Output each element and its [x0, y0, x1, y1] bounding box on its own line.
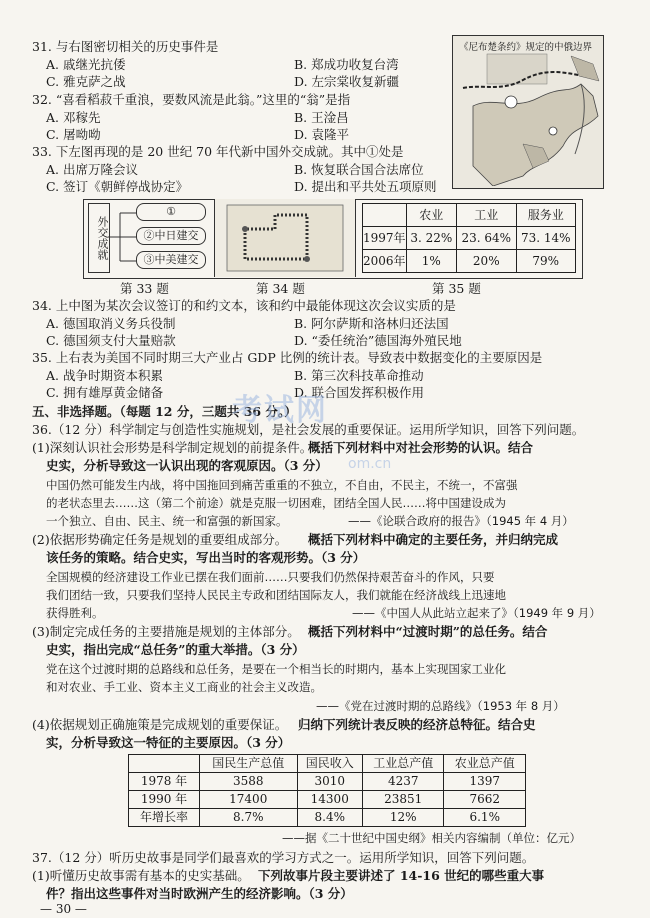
- q34-option-d: D. “委任统治”德国海外殖民地: [294, 333, 462, 348]
- q36-intro: 36.（12 分）科学制定与创造性实施规划，是社会发展的重要保证。运用所学知识，回答下列问题。: [32, 422, 585, 437]
- q36-material3-line2: 和对农业、手工业、资本主义工商业的社会主义改造。: [46, 680, 322, 694]
- q31-option-d: D. 左宗棠收复新疆: [294, 74, 400, 89]
- fig35-cell: 2006年: [363, 250, 407, 273]
- q36-table-cell: 1978 年: [129, 773, 200, 791]
- q36-source1: ——《论联合政府的报告》（1945 年 4 月）: [348, 514, 574, 528]
- q34-stem: 34. 上中图为某次会议签订的和约文本，该和约中最能体现这次会议实质的是: [32, 298, 456, 313]
- q36-part1-task: 概括下列材料中对社会形势的认识。结合: [308, 440, 534, 455]
- q36-table-cell: 14300: [297, 791, 362, 809]
- q36-source2: ——《中国人从此站立起来了》（1949 年 9 月）: [352, 606, 601, 620]
- q36-table-cell: 8.4%: [297, 809, 362, 827]
- q36-part2-task: 概括下列材料中确定的主要任务，并归纳完成: [308, 532, 559, 547]
- fig35-header-cell: 工业: [457, 204, 516, 227]
- q36-table-header-row: [129, 755, 526, 773]
- q36-table-cell: 12%: [362, 809, 444, 827]
- q33-stem: 33. 下左图再现的是 20 世纪 70 年代新中国外交成就。其中①处是: [32, 144, 404, 159]
- q36-material1-line1: 中国仍然可能发生内战，将中国拖回到痛苦重重的不独立，不自由，不民主，不统一，不富强: [46, 478, 518, 492]
- fig35-cell: 3. 22%: [406, 227, 456, 250]
- q36-economy-table: [128, 754, 526, 827]
- q31-option-c: C. 雅克萨之战: [46, 74, 126, 89]
- q35-stem: 35. 上右表为美国不同时期三大产业占 GDP 比例的统计表。导致表中数据变化的主要原因是: [32, 350, 543, 365]
- watermark-url: om.cn: [348, 456, 392, 472]
- q36-table-row: [129, 809, 526, 827]
- q36-table-cell: 7662: [444, 791, 526, 809]
- q34-option-a: A. 德国取消义务兵役制: [46, 316, 176, 331]
- page-number: — 30 —: [40, 902, 87, 916]
- caption-33: 第 33 题: [120, 281, 169, 296]
- q36-table-cell: 年增长率: [129, 809, 200, 827]
- q33-option-d: D. 提出和平共处五项原则: [294, 179, 437, 194]
- q36-table-cell: 23851: [362, 791, 444, 809]
- caption-35: 第 35 题: [432, 281, 481, 296]
- fig35-cell: 1997年: [363, 227, 407, 250]
- fig35-row: [363, 250, 576, 273]
- fig35-cell: 20%: [457, 250, 516, 273]
- q36-part1-lead: (1)深刻认识社会形势是科学制定规划的前提条件。: [32, 440, 313, 455]
- q32-stem: 32. “喜看稻菽千重浪，要数风流是此翁。”这里的“翁”是指: [32, 92, 351, 107]
- q36-part3-lead: (3)制定完成任务的主要措施是规划的主体部分。: [32, 624, 300, 639]
- q35-option-b: B. 第三次科技革命推动: [294, 368, 424, 383]
- q36-part4-task-cont: 实，分析导致这一特征的主要原因。（3 分）: [46, 735, 291, 750]
- q36-part4-task: 归纳下列统计表反映的经济总特征。结合史: [298, 717, 536, 732]
- q36-material1-line2: 的老状态里去……这（第二个前途）就是克服一切困难，团结全国人民……将中国建设成为: [46, 496, 506, 510]
- nerchinsk-treaty-map: [452, 35, 604, 189]
- q33-option-c: C. 签订《朝鲜停战协定》: [46, 179, 189, 194]
- q37-intro: 37.（12 分）听历史故事是同学们最喜欢的学习方式之一。运用所学知识，回答下列问题。: [32, 850, 535, 865]
- q31-option-b: B. 郑成功收复台湾: [294, 57, 399, 72]
- fig35-header-cell: 服务业: [516, 204, 576, 227]
- fig35-header-cell: [363, 204, 407, 227]
- q36-table-cell: 1397: [444, 773, 526, 791]
- q32-option-c: C. 屠呦呦: [46, 127, 101, 142]
- q34-option-c: C. 德国须支付大量赔款: [46, 333, 176, 348]
- fig35-row: [363, 227, 576, 250]
- q35-option-d: D. 联合国发挥积极作用: [294, 385, 425, 400]
- q32-option-a: A. 邓稼先: [46, 110, 101, 125]
- map-drawing: [453, 36, 603, 186]
- q37-part1-task: 下列故事片段主要讲述了 14-16 世纪的哪些重大事: [258, 868, 545, 883]
- q36-part2-task-cont: 该任务的策略。结合史实，写出当时的客观形势。（3 分）: [46, 550, 366, 565]
- fig35-cell: 1%: [406, 250, 456, 273]
- fig33-side-label: 外交成就: [88, 203, 110, 273]
- q36-part2-lead: (2)依据形势确定任务是规划的重要组成部分。: [32, 532, 288, 547]
- q36-table-source: ——据《二十世纪中国史纲》相关内容编制（单位：亿元）: [282, 831, 581, 845]
- q34-option-b: B. 阿尔萨斯和洛林归还法国: [294, 316, 449, 331]
- fig35-header-row: [363, 204, 576, 227]
- fig35-cell: 79%: [516, 250, 576, 273]
- q36-table-row: [129, 791, 526, 809]
- fig35-cell: 73. 14%: [516, 227, 576, 250]
- q36-table-header-cell: 国民生产总值: [200, 755, 298, 773]
- fig34-treaty-image: [214, 199, 356, 277]
- q36-part4-lead: (4)依据规划正确施策是完成规划的重要保证。: [32, 717, 288, 732]
- fig33-connector: [108, 203, 136, 271]
- q37-part1-lead: (1)听懂历史故事需有基本的史实基础。: [32, 868, 250, 883]
- q36-material2-line1: 全国规模的经济建设工作业已摆在我们面前……只要我们仍然保持艰苦奋斗的作风，只要: [46, 570, 495, 584]
- q36-material2-line3: 获得胜利。: [46, 606, 104, 620]
- q36-table-cell: 17400: [200, 791, 298, 809]
- q31-stem: 31. 与右图密切相关的历史事件是: [32, 39, 219, 54]
- q36-part1-task-cont: 史实，分析导致这一认识出现的客观原因。（3 分）: [46, 458, 328, 473]
- watermark-brand: 考试网: [232, 393, 328, 428]
- q36-material1-line3: 一个独立、自由、民主、统一和富强的新国家。: [46, 514, 288, 528]
- q35-option-a: A. 战争时期资本积累: [46, 368, 163, 383]
- fig35-table: [362, 203, 576, 273]
- fig35-header-cell: 农业: [406, 204, 456, 227]
- map-title: 《尼布楚条约》规定的中俄边界: [459, 42, 593, 53]
- q36-material3-line1: 党在这个过渡时期的总路线和总任务，是要在一个相当长的时期内，基本上实现国家工业化: [46, 662, 506, 676]
- q36-table-cell: 1990 年: [129, 791, 200, 809]
- fig35-cell: 23. 64%: [457, 227, 516, 250]
- q36-part3-task-cont: 史实，指出完成“总任务”的重大举措。（3 分）: [46, 642, 305, 657]
- q36-table-cell: 8.7%: [200, 809, 298, 827]
- q36-table-header-cell: 国民收入: [297, 755, 362, 773]
- q32-option-b: B. 王淦昌: [294, 110, 349, 125]
- q37-part1-task-cont: 件？指出这些事件对当时欧洲产生的经济影响。（3 分）: [46, 886, 353, 901]
- q36-source3: ——《党在过渡时期的总路线》（1953 年 8 月）: [316, 699, 565, 713]
- q35-option-c: C. 拥有雄厚黄金储备: [46, 385, 164, 400]
- q36-table-cell: 6.1%: [444, 809, 526, 827]
- q36-table-row: [129, 773, 526, 791]
- section-title: 五、非选择题。（每题 12 分，三题共 36 分。）: [32, 404, 297, 419]
- q36-table-header-cell: 农业总产值: [444, 755, 526, 773]
- q36-table-header-cell: 工业总产值: [362, 755, 444, 773]
- q36-table-cell: 3588: [200, 773, 298, 791]
- q32-option-d: D. 袁隆平: [294, 127, 350, 142]
- fig34-treaty-drawing: [215, 199, 355, 277]
- fig33-item-2: ②中日建交: [136, 227, 206, 245]
- q31-option-a: A. 戚继光抗倭: [46, 57, 126, 72]
- q36-table-cell: 4237: [362, 773, 444, 791]
- q33-option-a: A. 出席万隆会议: [46, 162, 138, 177]
- q33-option-b: B. 恢复联合国合法席位: [294, 162, 424, 177]
- q36-table-cell: 3010: [297, 773, 362, 791]
- fig33-item-3: ③中美建交: [136, 251, 206, 269]
- q36-material2-line2: 我们团结一致，只要我们坚持人民民主专政和团结国际友人，我们就能在经济战线上迅速地: [46, 588, 506, 602]
- q36-part3-task: 概括下列材料中“过渡时期”的总任务。结合: [308, 624, 548, 639]
- q36-table-header-cell: [129, 755, 200, 773]
- fig33-item-1: ①: [136, 203, 206, 221]
- caption-34: 第 34 题: [256, 281, 305, 296]
